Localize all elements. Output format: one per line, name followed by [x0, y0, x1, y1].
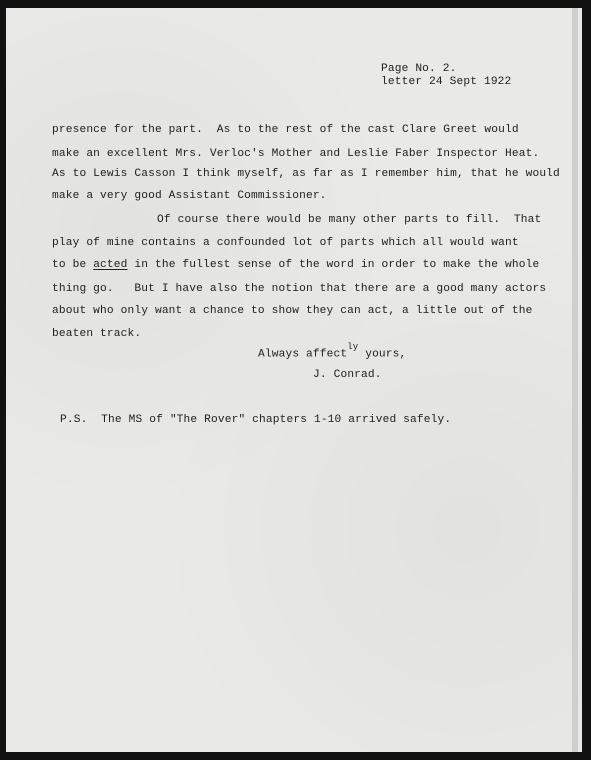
- body-line: [52, 259, 539, 271]
- underlined-word: acted: [93, 259, 128, 271]
- body-text: to be: [52, 259, 94, 271]
- body-line: presence for the part. As to the rest of the cast Clare Greet would: [52, 124, 519, 136]
- valediction-text: yours,: [358, 348, 407, 361]
- page-edge: [572, 8, 578, 752]
- letter-date: letter 24 Sept 1922: [381, 76, 512, 88]
- superscript: ly: [347, 342, 359, 352]
- body-line: As to Lewis Casson I think myself, as far as I remember him, that he would: [52, 168, 560, 180]
- body-line: Of course there would be many other parts to fill. That: [157, 214, 542, 226]
- page-number: Page No. 2.: [381, 63, 457, 75]
- valediction-text: Always affect: [258, 348, 348, 361]
- body-line: beaten track.: [52, 328, 142, 340]
- body-line: make a very good Assistant Commissioner.: [52, 190, 327, 202]
- body-line: thing go. But I have also the notion that there are a good many actors: [52, 283, 547, 295]
- body-line: make an excellent Mrs. Verloc's Mother and Leslie Faber Inspector Heat.: [52, 148, 540, 160]
- body-line: play of mine contains a confounded lot of parts which all would want: [52, 237, 519, 249]
- signature: J. Conrad.: [313, 369, 382, 381]
- body-line: about who only want a chance to show they can act, a little out of the: [52, 305, 533, 317]
- postscript: P.S. The MS of "The Rover" chapters 1-10 arrived safely.: [60, 414, 452, 426]
- valediction: [258, 342, 407, 361]
- body-text: in the fullest sense of the word in order to make the whole: [127, 259, 540, 271]
- letter-page: [6, 8, 582, 752]
